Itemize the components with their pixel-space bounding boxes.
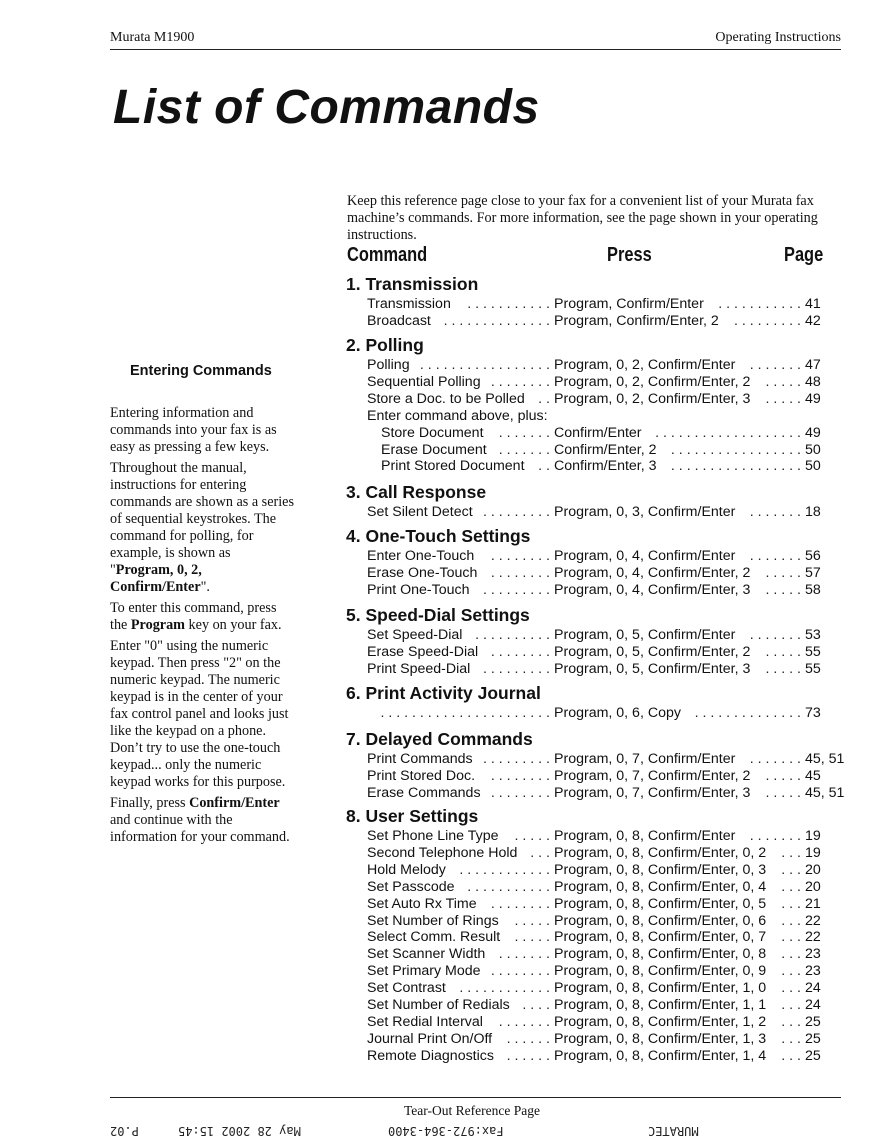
dot-leader: . . [538, 390, 550, 407]
fax-timestamp: May 28 2002 15:45 [178, 1124, 301, 1138]
command-page: 23 [805, 963, 821, 980]
command-row [0, 785, 893, 802]
command-keystrokes: Program, 0, 7, Confirm/Enter [554, 751, 736, 767]
command-name: Hold Melody [367, 861, 446, 878]
command-keystrokes: Program, 0, 8, Confirm/Enter, 0, 7 [554, 929, 767, 946]
command-page: 45 [805, 767, 821, 784]
command-row [0, 296, 893, 313]
dot-leader: . . . [781, 1030, 801, 1047]
command-row [0, 768, 893, 785]
command-row [0, 980, 893, 997]
command-page: 25 [805, 1047, 821, 1064]
command-page: 53 [805, 627, 821, 643]
command-name: Select Comm. Result [367, 929, 501, 946]
command-row [0, 862, 893, 879]
command-name: Print Stored Doc. [367, 767, 476, 784]
command-name: Set Number of Rings [367, 912, 499, 929]
command-page: 20 [805, 861, 821, 878]
dot-leader: . . . . . . . . . [482, 504, 550, 520]
column-header-command: Command [347, 244, 428, 266]
header-model: Murata M1900 [110, 30, 195, 45]
dot-leader: . . . . . . . [749, 548, 801, 564]
command-keystrokes: Confirm/Enter [554, 424, 642, 441]
dot-leader: . . . [781, 946, 801, 963]
command-keystrokes: Program, 0, 8, Confirm/Enter, 0, 4 [554, 878, 767, 895]
command-keystrokes: Program, 0, 2, Confirm/Enter, 2 [554, 373, 751, 390]
command-keystrokes: Program, 0, 8, Confirm/Enter, 0, 2 [554, 844, 767, 861]
dot-leader: . . . . . . . . . [482, 660, 550, 677]
command-row [0, 845, 893, 862]
dot-leader: . . . . . . . [749, 627, 801, 643]
dot-leader: . . . . . . . . . . . [718, 296, 801, 312]
command-page: 55 [805, 660, 821, 677]
dot-leader: . . . . . . . [498, 424, 550, 441]
command-name: Erase Speed-Dial [367, 643, 479, 660]
command-keystrokes: Program, 0, 8, Confirm/Enter, 1, 2 [554, 1013, 767, 1030]
dot-leader: . . . . . . . . [490, 643, 550, 660]
command-row [0, 705, 893, 722]
command-page: 25 [805, 1013, 821, 1030]
command-name: Print One-Touch [367, 581, 470, 598]
dot-leader: . . . . . . . . . . . . [459, 861, 550, 878]
command-name: Broadcast [367, 312, 431, 329]
dot-leader: . . . . . . . . . [482, 581, 550, 598]
command-page: 23 [805, 946, 821, 963]
command-keystrokes: Program, 0, 8, Confirm/Enter, 0, 5 [554, 895, 767, 912]
command-keystrokes: Program, 0, 4, Confirm/Enter [554, 548, 736, 564]
command-page: 47 [805, 357, 821, 373]
command-name: Store Document [381, 424, 484, 441]
sidebar-paragraph: Enter "0" using the numeric keypad. Then press "2" on the numeric keypad. The numeric keypad is in the center of your fax control panel and looks just like the keypad on a phone. Don’t try to use the one-touch keypad... only the numeric keypad works for this purpose. [110, 638, 289, 790]
command-keystrokes: Program, 0, 3, Confirm/Enter [554, 504, 736, 520]
dot-leader: . . . . . . . . . . . . [459, 980, 550, 997]
command-name: Store a Doc. to be Polled [367, 390, 525, 407]
command-row [0, 357, 893, 374]
command-name: Set Contrast [367, 980, 446, 997]
section-title: 4. One-Touch Settings [346, 526, 531, 546]
command-name: Sequential Polling [367, 373, 481, 390]
command-keystrokes: Program, 0, 5, Confirm/Enter, 3 [554, 660, 751, 677]
dot-leader: . . . . . . . . . [733, 312, 801, 329]
command-page: 19 [805, 828, 821, 844]
command-page: 25 [805, 1030, 821, 1047]
command-page: 19 [805, 844, 821, 861]
dot-leader: . . . . . . . . . . . . . . . . . [670, 458, 801, 475]
dot-leader: . . . . . . . [749, 751, 801, 767]
dot-leader: . . . . . [514, 912, 550, 929]
command-page: 49 [805, 390, 821, 407]
command-row [0, 374, 893, 391]
command-row [0, 313, 893, 330]
command-row [0, 565, 893, 582]
command-keystrokes: Program, 0, 4, Confirm/Enter, 3 [554, 581, 751, 598]
command-keystrokes: Program, 0, 7, Confirm/Enter, 2 [554, 767, 751, 784]
fax-number: Fax:972-364-3400 [388, 1124, 504, 1138]
dot-leader: . . . . . . . . [490, 767, 550, 784]
command-row [0, 661, 893, 678]
command-page: 18 [805, 504, 821, 520]
dot-leader: . . . [781, 1013, 801, 1030]
command-row [0, 1048, 893, 1065]
command-row [0, 644, 893, 661]
dot-leader: . . . . . . . . . . . . . . [694, 705, 801, 721]
sidebar-text: To enter this command, press the [110, 600, 277, 633]
command-page: 24 [805, 997, 821, 1013]
command-keystrokes: Program, 0, 5, Confirm/Enter, 2 [554, 643, 751, 660]
command-name: Erase Commands [367, 784, 481, 801]
dot-leader: . . . . . [514, 929, 550, 946]
command-page: 50 [805, 441, 821, 458]
section-title: 1. Transmission [346, 274, 479, 294]
command-row [0, 582, 893, 599]
command-name: Enter command above, plus: [367, 407, 548, 424]
sidebar-text: and continue with the information for your command. [110, 812, 290, 845]
sidebar-text: Finally, press [110, 795, 190, 811]
command-name: Set Passcode [367, 878, 455, 895]
intro-paragraph: Keep this reference page close to your fax for a convenient list of your Murata fax machine’s commands. For more information, see the page shown in your operating instructions. [347, 193, 818, 243]
command-row [0, 946, 893, 963]
command-page: 42 [805, 312, 821, 329]
dot-leader: . . . [781, 963, 801, 980]
dot-leader: . . . . . . [506, 1030, 550, 1047]
command-name: Set Redial Interval [367, 1013, 483, 1030]
command-row [0, 408, 893, 425]
section-title: 5. Speed-Dial Settings [346, 605, 530, 625]
command-row [0, 442, 893, 459]
dot-leader: . . . . . [765, 564, 801, 581]
command-row [0, 627, 893, 644]
command-keystrokes: Program, 0, 8, Confirm/Enter, 0, 8 [554, 946, 767, 963]
command-keystrokes: Program, 0, 8, Confirm/Enter, 0, 6 [554, 912, 767, 929]
command-page: 45, 51 [805, 784, 845, 801]
command-page: 22 [805, 929, 821, 946]
command-page: 73 [805, 705, 821, 721]
dot-leader: . . . [530, 844, 550, 861]
command-name: Set Number of Redials [367, 997, 510, 1013]
command-page: 24 [805, 980, 821, 997]
command-name: Polling [367, 357, 410, 373]
dot-leader: . . . . . . . . . [482, 751, 550, 767]
command-page: 22 [805, 912, 821, 929]
dot-leader: . . . . . . . . [490, 963, 550, 980]
command-row [0, 425, 893, 442]
dot-leader: . . . . . . . [749, 504, 801, 520]
dot-leader: . . . [781, 912, 801, 929]
command-keystrokes: Program, 0, 8, Confirm/Enter, 1, 3 [554, 1030, 767, 1047]
command-name: Print Speed-Dial [367, 660, 471, 677]
command-name: Journal Print On/Off [367, 1030, 493, 1047]
command-row [0, 963, 893, 980]
command-row [0, 879, 893, 896]
dot-leader: . . . . . . . . [490, 548, 550, 564]
command-name: Print Stored Document [381, 458, 525, 475]
section-title: 6. Print Activity Journal [346, 683, 541, 703]
command-row [0, 548, 893, 565]
page-title: List of Commands [113, 81, 540, 134]
command-page: 57 [805, 564, 821, 581]
dot-leader: . . . . . . [506, 1047, 550, 1064]
command-name: Erase One-Touch [367, 564, 478, 581]
command-keystrokes: Confirm/Enter, 3 [554, 458, 657, 475]
command-page: 58 [805, 581, 821, 598]
command-keystrokes: Program, 0, 7, Confirm/Enter, 3 [554, 784, 751, 801]
dot-leader: . . . . . . . . . . . [467, 878, 550, 895]
dot-leader: . . . . . . . . . . . . . . . . . [670, 441, 801, 458]
command-keystrokes: Confirm/Enter, 2 [554, 441, 657, 458]
dot-leader: . . . . . . . . [490, 784, 550, 801]
sidebar-text: key on your fax. [185, 617, 282, 633]
dot-leader: . . . . . . . . . . [475, 627, 550, 643]
command-row [0, 1014, 893, 1031]
dot-leader: . . . [781, 1047, 801, 1064]
command-keystrokes: Program, 0, 8, Confirm/Enter [554, 828, 736, 844]
dot-leader: . . . . . . . [749, 357, 801, 373]
command-name: Transmission [367, 296, 451, 312]
dot-leader: . . . . . . . . . . . . . . . . . . . . . . [380, 705, 550, 721]
dot-leader: . . . . . [765, 390, 801, 407]
dot-leader: . . . [781, 878, 801, 895]
fax-sender: MURATEC [648, 1124, 699, 1138]
command-keystrokes: Program, 0, 8, Confirm/Enter, 0, 3 [554, 861, 767, 878]
command-row [0, 751, 893, 768]
command-name: Set Silent Detect [367, 504, 473, 520]
section-title: 3. Call Response [346, 482, 487, 502]
command-keystrokes: Program, 0, 8, Confirm/Enter, 1, 1 [554, 997, 767, 1013]
command-name: Second Telephone Hold [367, 844, 518, 861]
command-page: 56 [805, 548, 821, 564]
dot-leader: . . . . . . . [498, 441, 550, 458]
dot-leader: . . . . . [765, 784, 801, 801]
dot-leader: . . . . . . . . [490, 895, 550, 912]
command-row [0, 1031, 893, 1048]
command-row [0, 828, 893, 845]
dot-leader: . . . [781, 895, 801, 912]
dot-leader: . . . . . [765, 767, 801, 784]
command-page: 20 [805, 878, 821, 895]
command-keystrokes: Program, 0, 8, Confirm/Enter, 0, 9 [554, 963, 767, 980]
sidebar-text: Throughout the manual, instructions for entering commands are shown as a series of sequential keystrokes. The command for polling, for example, is shown as " [110, 460, 294, 578]
dot-leader: . . . . . . . . . . . . . . [443, 312, 550, 329]
command-page: 45, 51 [805, 751, 845, 767]
command-name: Set Auto Rx Time [367, 895, 477, 912]
command-keystrokes: Program, 0, 6, Copy [554, 705, 681, 721]
command-name: Enter One-Touch [367, 548, 475, 564]
command-name: Remote Diagnostics [367, 1047, 494, 1064]
section-title: 8. User Settings [346, 806, 479, 826]
command-page: 55 [805, 643, 821, 660]
column-header-page: Page [784, 244, 824, 266]
command-row [0, 997, 893, 1014]
command-keystrokes: Program, 0, 8, Confirm/Enter, 1, 4 [554, 1047, 767, 1064]
dot-leader: . . . . . . . [498, 1013, 550, 1030]
command-keystrokes: Program, Confirm/Enter [554, 296, 704, 312]
sidebar-keystroke: Program, 0, 2, Confirm/Enter [110, 562, 202, 595]
command-name: Set Phone Line Type [367, 828, 499, 844]
dot-leader: . . . [781, 997, 801, 1013]
fax-page-number: P.02 [110, 1124, 139, 1138]
sidebar-keystroke: Confirm/Enter [189, 795, 280, 811]
command-keystrokes: Program, 0, 2, Confirm/Enter [554, 357, 736, 373]
sidebar-keystroke: Program [130, 617, 185, 633]
column-header-press: Press [607, 244, 652, 266]
command-keystrokes: Program, 0, 4, Confirm/Enter, 2 [554, 564, 751, 581]
command-row [0, 458, 893, 475]
dot-leader: . . . . . [765, 581, 801, 598]
command-row [0, 896, 893, 913]
dot-leader: . . . . . . . . [490, 564, 550, 581]
footer-label: Tear-Out Reference Page [404, 1103, 540, 1118]
dot-leader: . . . [781, 929, 801, 946]
dot-leader: . . . . . . . . . . . . . . . . . [419, 357, 550, 373]
command-name: Set Primary Mode [367, 963, 481, 980]
dot-leader: . . . . . . . . [490, 373, 550, 390]
command-keystrokes: Program, 0, 2, Confirm/Enter, 3 [554, 390, 751, 407]
dot-leader: . . . [781, 980, 801, 997]
command-page: 48 [805, 373, 821, 390]
sidebar-paragraph: Entering information and commands into your fax is as easy as pressing a few keys. [110, 405, 277, 455]
section-title: 2. Polling [346, 335, 424, 355]
command-name: Set Scanner Width [367, 946, 486, 963]
dot-leader: . . . [781, 861, 801, 878]
dot-leader: . . . . . . . [498, 946, 550, 963]
dot-leader: . . . . . [765, 643, 801, 660]
dot-leader: . . [538, 458, 550, 475]
command-row [0, 913, 893, 930]
command-row [0, 391, 893, 408]
command-keystrokes: Program, 0, 5, Confirm/Enter [554, 627, 736, 643]
sidebar-title: Entering Commands [130, 363, 272, 379]
header-section: Operating Instructions [715, 30, 841, 45]
command-page: 21 [805, 895, 821, 912]
dot-leader: . . . . . [765, 373, 801, 390]
dot-leader: . . . . . . . [749, 828, 801, 844]
dot-leader: . . . . . . . . . . . . . . . . . . . [655, 424, 801, 441]
command-name: Erase Document [381, 441, 487, 458]
command-row [0, 504, 893, 521]
command-keystrokes: Program, 0, 8, Confirm/Enter, 1, 0 [554, 980, 767, 997]
command-row [0, 929, 893, 946]
dot-leader: . . . . . . . . . . . [467, 296, 550, 312]
command-keystrokes: Program, Confirm/Enter, 2 [554, 312, 719, 329]
sidebar-text: ". [200, 579, 210, 595]
dot-leader: . . . . [522, 997, 550, 1013]
section-title: 7. Delayed Commands [346, 729, 533, 749]
command-name: Set Speed-Dial [367, 627, 463, 643]
dot-leader: . . . . . [514, 828, 550, 844]
command-page: 49 [805, 424, 821, 441]
dot-leader: . . . [781, 844, 801, 861]
footer-divider [110, 1097, 841, 1098]
command-name: Print Commands [367, 751, 473, 767]
command-page: 41 [805, 296, 821, 312]
dot-leader: . . . . . [765, 660, 801, 677]
command-page: 50 [805, 458, 821, 475]
